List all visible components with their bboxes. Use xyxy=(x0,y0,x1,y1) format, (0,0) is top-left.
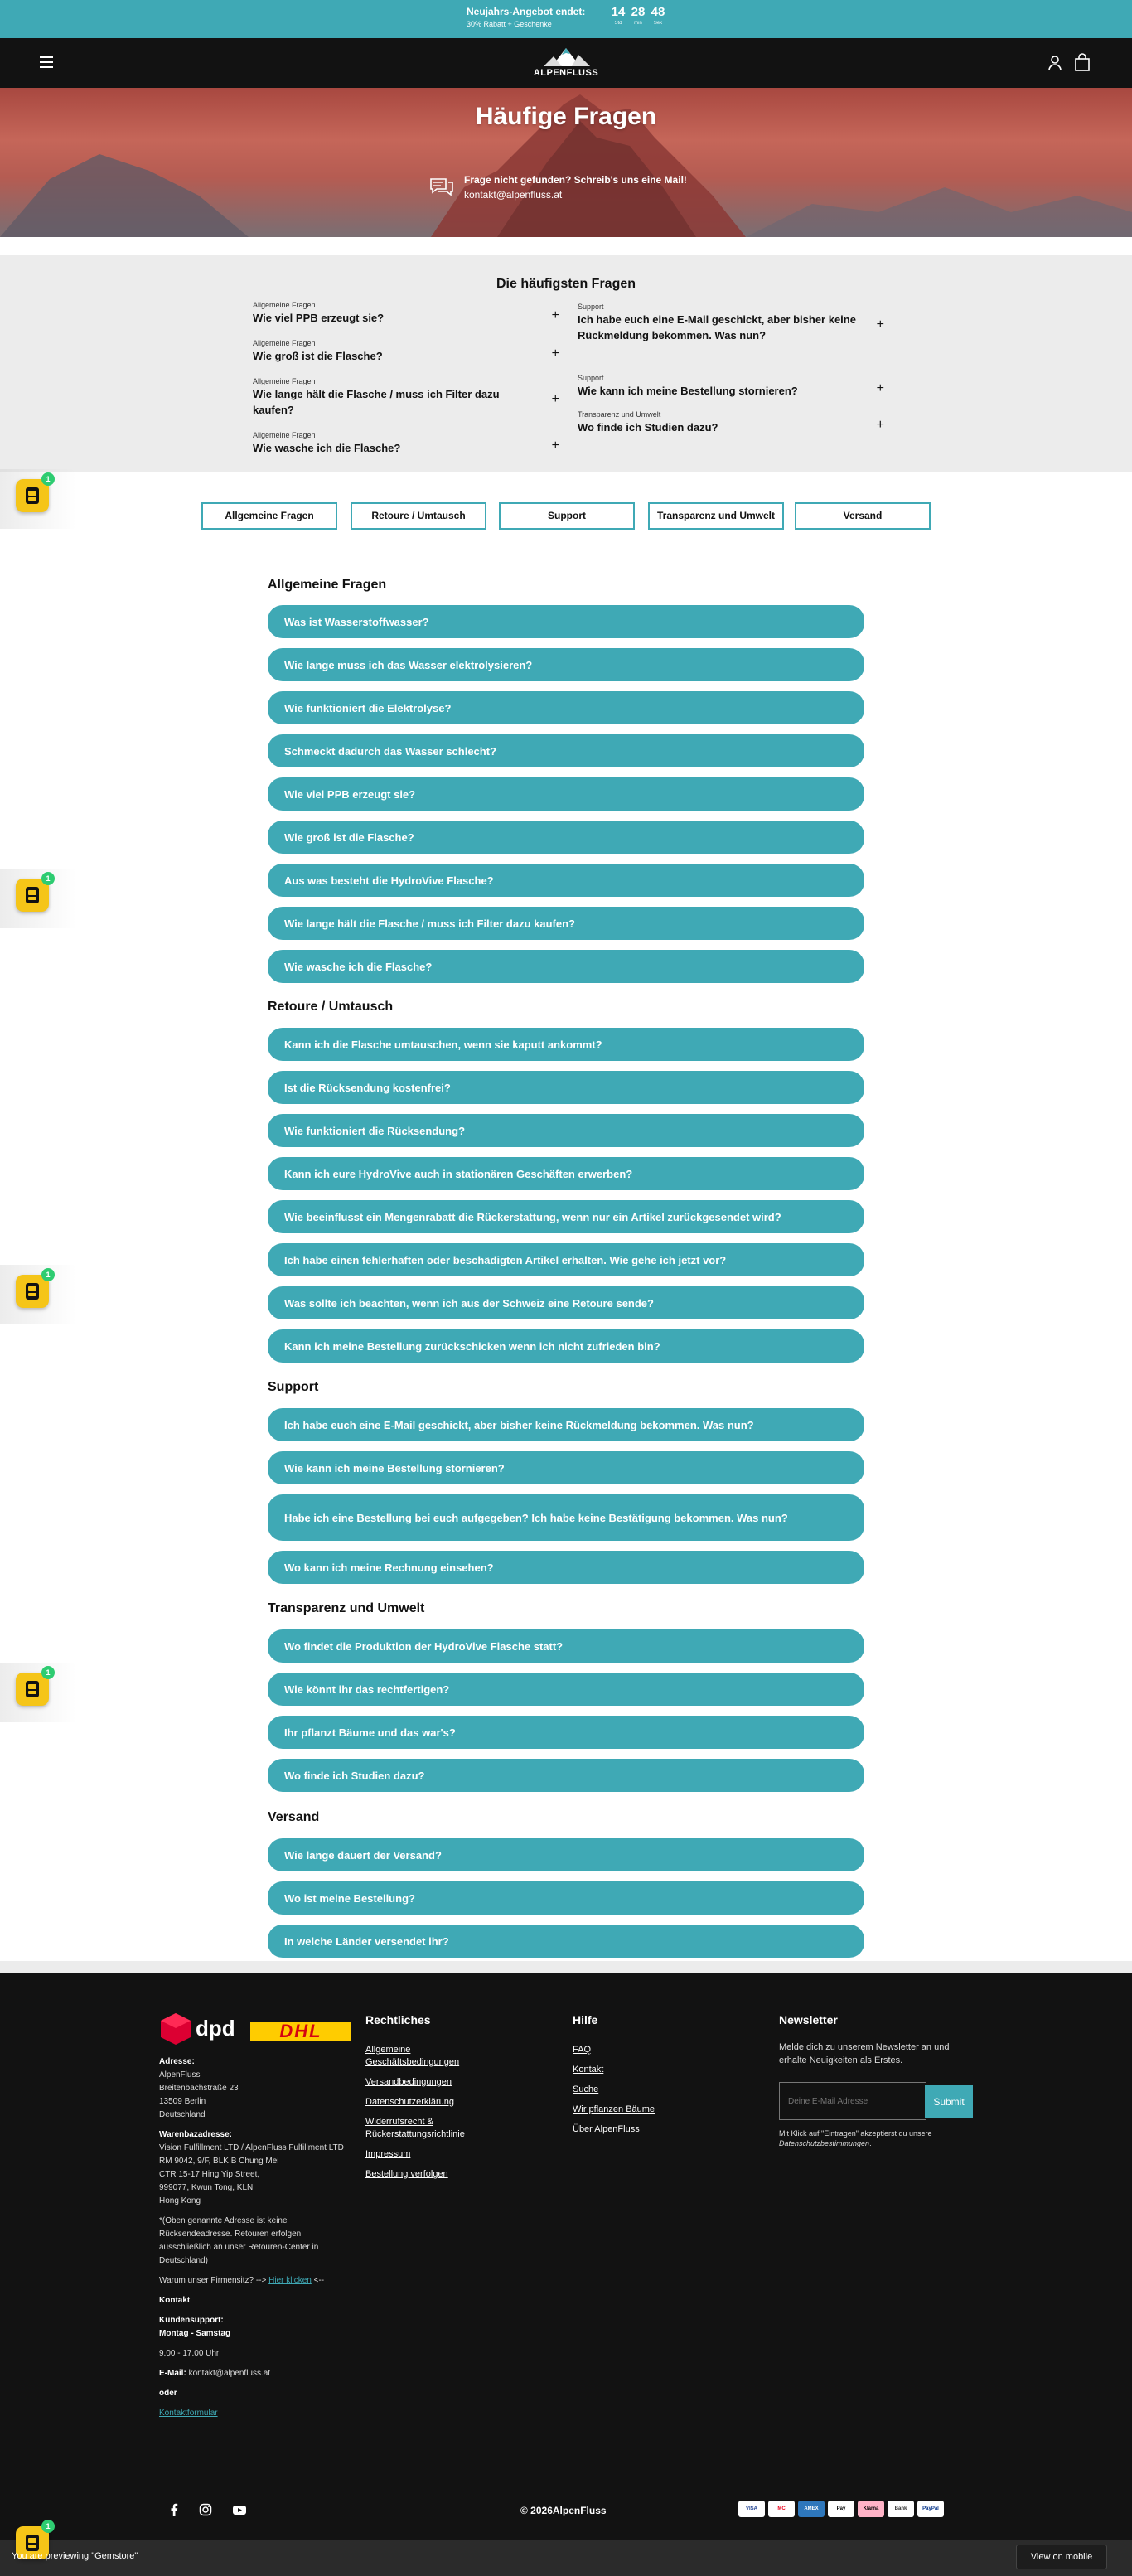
rewards-widget[interactable] xyxy=(0,1663,76,1722)
countdown-minutes: 28 min xyxy=(631,5,646,26)
faq-question[interactable]: Aus was besteht die HydroVive Flasche? xyxy=(268,864,864,897)
site-logo[interactable] xyxy=(530,46,602,80)
plus-icon: + xyxy=(551,438,559,453)
chat-bubble-icon xyxy=(429,177,454,198)
faq-question[interactable]: Wie wasche ich die Flasche? xyxy=(268,950,864,983)
faq-question[interactable]: Kann ich meine Bestellung zurückschicken wenn ich nicht zufrieden bin? xyxy=(268,1329,864,1363)
faq-question[interactable]: Ist die Rücksendung kostenfrei? xyxy=(268,1071,864,1104)
footer-hilfe xyxy=(573,2013,680,2136)
page-title: Häufige Fragen xyxy=(475,103,657,130)
faq-question[interactable]: Habe ich eine Bestellung bei euch aufgegeben? Ich habe keine Bestätigung bekommen. Was nun? xyxy=(268,1494,864,1541)
dhl-logo: DHL xyxy=(250,2022,351,2041)
faq-question[interactable]: Kann ich eure HydroVive auch in stationären Geschäften erwerben? xyxy=(268,1157,864,1190)
klarna-icon: Klarna xyxy=(858,2501,884,2517)
account-icon[interactable] xyxy=(1047,55,1062,71)
section-title-transparenz-umwelt: Transparenz und Umwelt xyxy=(268,1601,425,1615)
faq-hero xyxy=(0,88,1132,237)
amex-icon: AMEX xyxy=(798,2501,825,2517)
top-faq-item[interactable]: Allgemeine Fragen Wie wasche ich die Flasche? + xyxy=(253,431,559,454)
tab-support[interactable]: Support xyxy=(499,502,635,530)
paypal-icon: PayPal xyxy=(917,2501,944,2517)
footer-link[interactable]: Wir pflanzen Bäume xyxy=(573,2104,655,2114)
facebook-icon[interactable] xyxy=(167,2503,181,2516)
footer-address: Adresse: AlpenFluss Breitenbachstraße 23 13509 Berlin Deutschland Warenbazadresse: Vision Fulfillment LTD / AlpenFluss Fulfillment LTD RM 9042, 9/F, BLK B Chung Mei CTR 15-17 Hing Yip Street, 999077, Kwun Tong, KLN Hong Kong *(Oben genannte Adresse ist keine Rücksendeadresse. Retouren erfolgen ausschließlich an unser Retouren-Center in Deutschland) Warum unser Firmensitz? --> Hier klicken <-- Kontakt Kundensupport: Montag - Samstag 9.00 - 17.00 Uhr E-Mail: kontakt@alpenfluss.at oder Kontaktformular xyxy=(159,2057,344,2418)
footer-link[interactable]: Suche xyxy=(573,2085,599,2094)
mountain-logo-icon xyxy=(530,46,602,70)
preview-bar xyxy=(0,2540,1132,2576)
footer-email-link[interactable]: kontakt@alpenfluss.at xyxy=(188,2369,271,2378)
mastercard-icon: MC xyxy=(768,2501,795,2517)
tab-allgemeine-fragen[interactable]: Allgemeine Fragen xyxy=(201,502,337,530)
company-info-link[interactable]: Hier klicken xyxy=(268,2276,312,2285)
announcement-subtitle: 30% Rabatt + Geschenke xyxy=(467,20,552,28)
faq-question[interactable]: Ich habe euch eine E-Mail geschickt, aber bisher keine Rückmeldung bekommen. Was nun? xyxy=(268,1408,864,1441)
plus-icon: + xyxy=(551,346,559,361)
footer-link[interactable]: Datenschutzerklärung xyxy=(365,2097,455,2107)
view-on-mobile-button[interactable]: View on mobile xyxy=(1016,2545,1107,2569)
footer-link[interactable]: Über AlpenFluss xyxy=(573,2124,640,2134)
top-faq-item[interactable]: Transparenz und Umwelt Wo finde ich Studien dazu? + xyxy=(578,410,884,433)
tab-retoure-umtausch[interactable]: Retoure / Umtausch xyxy=(351,502,486,530)
faq-question[interactable]: Wie viel PPB erzeugt sie? xyxy=(268,777,864,811)
faq-question[interactable]: Was ist Wasserstoffwasser? xyxy=(268,605,864,638)
faq-question[interactable]: Wie lange muss ich das Wasser elektrolysieren? xyxy=(268,648,864,681)
top-faq-item[interactable]: Support Wie kann ich meine Bestellung stornieren? + xyxy=(578,374,884,397)
announcement-title: Neujahrs-Angebot endet: xyxy=(467,6,586,17)
plus-icon: + xyxy=(551,307,559,322)
faq-question[interactable]: Ich habe einen fehlerhaften oder beschädigten Artikel erhalten. Wie gehe ich jetzt vor? xyxy=(268,1243,864,1276)
faq-question[interactable]: Wo finde ich Studien dazu? xyxy=(268,1759,864,1792)
rewards-widget[interactable] xyxy=(0,869,76,928)
logo-text: ALPENFLUSS xyxy=(533,68,599,78)
tab-transparenz-umwelt[interactable]: Transparenz und Umwelt xyxy=(648,502,784,530)
notification-badge: 1 xyxy=(41,472,55,486)
newsletter-note: Mit Klick auf "Eintragen" akzeptierst du unsere Datenschutzbestimmungen. xyxy=(779,2129,932,2147)
faq-question[interactable]: Wie funktioniert die Rücksendung? xyxy=(268,1114,864,1147)
top-faq-item[interactable]: Support Ich habe euch eine E-Mail geschickt, aber bisher keine Rückmeldung bekommen. Was nun? + xyxy=(578,303,884,341)
top-faq-item[interactable]: Allgemeine Fragen Wie viel PPB erzeugt sie? + xyxy=(253,301,559,324)
faq-question[interactable]: Wo ist meine Bestellung? xyxy=(268,1881,864,1915)
footer-link[interactable]: Versandbedingungen xyxy=(365,2077,452,2087)
apple-pay-icon: Pay xyxy=(828,2501,854,2517)
footer-link[interactable]: FAQ xyxy=(573,2045,592,2055)
top-faq-item[interactable]: Allgemeine Fragen Wie groß ist die Flasche? + xyxy=(253,339,559,362)
top-faq-section xyxy=(0,255,1132,472)
faq-question[interactable]: Wie könnt ihr das rechtfertigen? xyxy=(268,1673,864,1706)
faq-question[interactable]: Kann ich die Flasche umtauschen, wenn sie kaputt ankommt? xyxy=(268,1028,864,1061)
footer-divider xyxy=(0,1961,1132,1973)
menu-icon[interactable] xyxy=(40,56,53,68)
faq-question[interactable]: Wo kann ich meine Rechnung einsehen? xyxy=(268,1551,864,1584)
faq-question[interactable]: Wie lange dauert der Versand? xyxy=(268,1838,864,1871)
notification-badge: 1 xyxy=(41,2520,55,2533)
hero-email-link[interactable]: kontakt@alpenfluss.at xyxy=(464,189,563,201)
announcement-text xyxy=(467,5,599,30)
newsletter-email-input[interactable] xyxy=(779,2082,926,2120)
footer-rechtliches xyxy=(365,2013,473,2181)
footer-link[interactable]: Impressum xyxy=(365,2149,411,2159)
faq-question[interactable]: Wie groß ist die Flasche? xyxy=(268,821,864,854)
countdown-seconds: 48 Sek xyxy=(651,5,665,26)
rewards-widget[interactable] xyxy=(0,1265,76,1324)
youtube-icon[interactable] xyxy=(232,2503,245,2516)
plus-icon: + xyxy=(876,417,884,432)
footer-newsletter-heading-wrap xyxy=(779,2013,838,2026)
section-title-allgemeine-fragen: Allgemeine Fragen xyxy=(268,578,387,592)
faq-question[interactable]: Wie kann ich meine Bestellung stornieren? xyxy=(268,1451,864,1484)
top-faq-title: Die häufigsten Fragen xyxy=(496,277,636,291)
notification-badge: 1 xyxy=(41,872,55,885)
footer-link[interactable]: Widerrufsrecht & Rückerstattungsrichtlinie xyxy=(365,2117,465,2139)
newsletter-submit-button[interactable]: Submit xyxy=(925,2085,973,2118)
faq-question[interactable]: Wie funktioniert die Elektrolyse? xyxy=(268,691,864,724)
faq-question[interactable]: Ihr pflanzt Bäume und das war's? xyxy=(268,1716,864,1749)
plus-icon: + xyxy=(876,380,884,395)
faq-question[interactable]: Schmeckt dadurch das Wasser schlecht? xyxy=(268,734,864,767)
rewards-widget[interactable] xyxy=(0,469,76,529)
contact-form-link[interactable]: Kontaktformular xyxy=(159,2409,218,2418)
visa-icon: VISA xyxy=(738,2501,765,2517)
section-title-support: Support xyxy=(268,1380,319,1394)
dpd-logo-text: dpd xyxy=(196,2016,235,2041)
section-title-versand: Versand xyxy=(268,1810,320,1824)
top-faq-item[interactable]: Allgemeine Fragen Wie lange hält die Flasche / muss ich Filter dazu kaufen? + xyxy=(253,377,559,416)
faq-question[interactable]: Wie beeinflusst ein Mengenrabatt die Rückerstattung, wenn nur ein Artikel zurückgesendet wird? xyxy=(268,1200,864,1233)
footer-link[interactable]: Bestellung verfolgen xyxy=(365,2169,448,2179)
announcement-bar xyxy=(0,0,1132,38)
section-title-retoure-umtausch: Retoure / Umtausch xyxy=(268,1000,394,1014)
site-header xyxy=(0,38,1132,88)
footer-heading: Rechtliches xyxy=(365,2013,431,2026)
cart-icon[interactable] xyxy=(1074,53,1091,71)
countdown-hours: 14 Std xyxy=(611,5,626,26)
instagram-icon[interactable] xyxy=(199,2503,212,2516)
footer-heading: Newsletter xyxy=(779,2013,838,2026)
dpd-logo-icon xyxy=(159,2012,192,2046)
notification-badge: 1 xyxy=(41,1268,55,1281)
copyright: © 2026AlpenFluss xyxy=(520,2505,607,2516)
faq-question[interactable]: Wo findet die Produktion der HydroVive Flasche statt? xyxy=(268,1629,864,1663)
footer-link[interactable]: Kontakt xyxy=(573,2065,604,2075)
faq-question[interactable]: Was sollte ich beachten, wenn ich aus der Schweiz eine Retoure sende? xyxy=(268,1286,864,1319)
plus-icon: + xyxy=(551,392,559,406)
notification-badge: 1 xyxy=(41,1666,55,1679)
privacy-link[interactable]: Datenschutzbestimmungen xyxy=(779,2139,870,2147)
newsletter-text: Melde dich zu unserem Newsletter an und erhalte Neuigkeiten als Erstes. xyxy=(779,2042,950,2065)
footer-heading: Hilfe xyxy=(573,2013,598,2026)
plus-icon: + xyxy=(876,317,884,332)
bank-transfer-icon: Bank xyxy=(888,2501,914,2517)
preview-text: You are previewing "Gemstore" xyxy=(12,2551,138,2561)
faq-question[interactable]: In welche Länder versendet ihr? xyxy=(268,1925,864,1958)
tab-versand[interactable]: Versand xyxy=(795,502,931,530)
footer-link[interactable]: Allgemeine Geschäftsbedingungen xyxy=(365,2045,460,2067)
faq-question[interactable]: Wie lange hält die Flasche / muss ich Filter dazu kaufen? xyxy=(268,907,864,940)
hero-prompt: Frage nicht gefunden? Schreib's uns eine Mail! xyxy=(464,174,687,186)
